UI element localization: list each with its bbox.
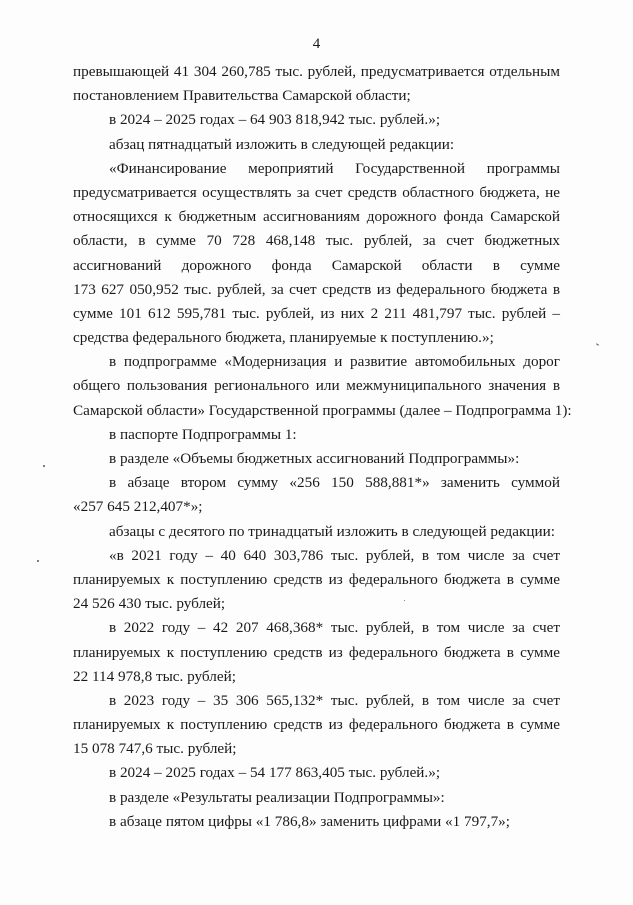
text-line: 22 114 978,8 тыс. рублей; [73,667,236,685]
text-line: Самарской области» Государственной программы (далее – Подпрограмма 1): [73,401,572,419]
text-line: в разделе «Результаты реализации Подпрограммы»: [109,788,445,806]
text-line: абзац пятнадцатый изложить в следующей редакции: [109,135,455,153]
text-line: области, в сумме 70 728 468,148 тыс. рублей, за счет бюджетных [73,232,560,250]
text-line: ассигнований дорожного фонда Самарской области в сумме [73,256,560,274]
text-line: общего пользования регионального или межмуниципального значения в [73,377,560,395]
text-line: планируемых к поступлению средств из федерального бюджета в сумме [73,716,560,734]
text-line: 15 078 747,6 тыс. рублей; [73,740,237,758]
document-body [0,60,633,834]
scan-speck [43,465,45,467]
text-line: в паспорте Подпрограммы 1: [109,425,297,443]
text-line: «в 2021 году – 40 640 303,786 тыс. рублей, в том числе за счет [109,546,560,564]
text-line: абзацы с десятого по тринадцатый изложить в следующей редакции: [109,522,555,540]
page-number: 4 [312,36,321,52]
text-line: в разделе «Объемы бюджетных ассигнований Подпрограммы»: [109,450,520,467]
text-line: 24 526 430 тыс. рублей; [73,595,226,613]
text-line: постановлением Правительства Самарской области; [73,87,411,105]
text-line: в абзаце втором сумму «256 150 588,881*» заменить суммой [109,474,560,492]
text-line: планируемых к поступлению средств из федерального бюджета в сумме [73,570,560,588]
scan-speck [404,600,405,601]
text-line: «Финансирование мероприятий Государственной программы [109,159,560,177]
text-line: превышающей 41 304 260,785 тыс. рублей, предусматривается отдельным [73,63,560,80]
text-line: средства федерального бюджета, планируемые к поступлению.»; [73,329,494,347]
text-line: в подпрограмме «Модернизация и развитие автомобильных дорог [109,353,560,371]
text-line: планируемых к поступлению средств из федерального бюджета в сумме [73,643,560,661]
text-line: в 2022 году – 42 207 468,368* тыс. рублей, в том числе за счет [109,619,560,637]
text-line: относящихся к бюджетным ассигнованиям дорожного фонда Самарской [73,208,560,226]
text-line: в 2024 – 2025 годах – 64 903 818,942 тыс. рублей.»; [109,111,441,129]
scan-speck [37,560,39,562]
text-line: сумме 101 612 595,781 тыс. рублей, из них 2 211 481,797 тыс. рублей – [73,304,560,322]
text-line: «257 645 212,407*»; [73,498,203,516]
text-line: предусматривается осуществлять за счет средств областного бюджета, не [73,183,560,201]
text-line: 173 627 050,952 тыс. рублей, за счет средств из федерального бюджета в [73,280,560,298]
text-line: в 2023 году – 35 306 565,132* тыс. рублей, в том числе за счет [109,691,560,709]
text-line: в 2024 – 2025 годах – 54 177 863,405 тыс. рублей.»; [109,764,441,782]
text-line: в абзаце пятом цифры «1 786,8» заменить цифрами «1 797,7»; [109,812,510,830]
